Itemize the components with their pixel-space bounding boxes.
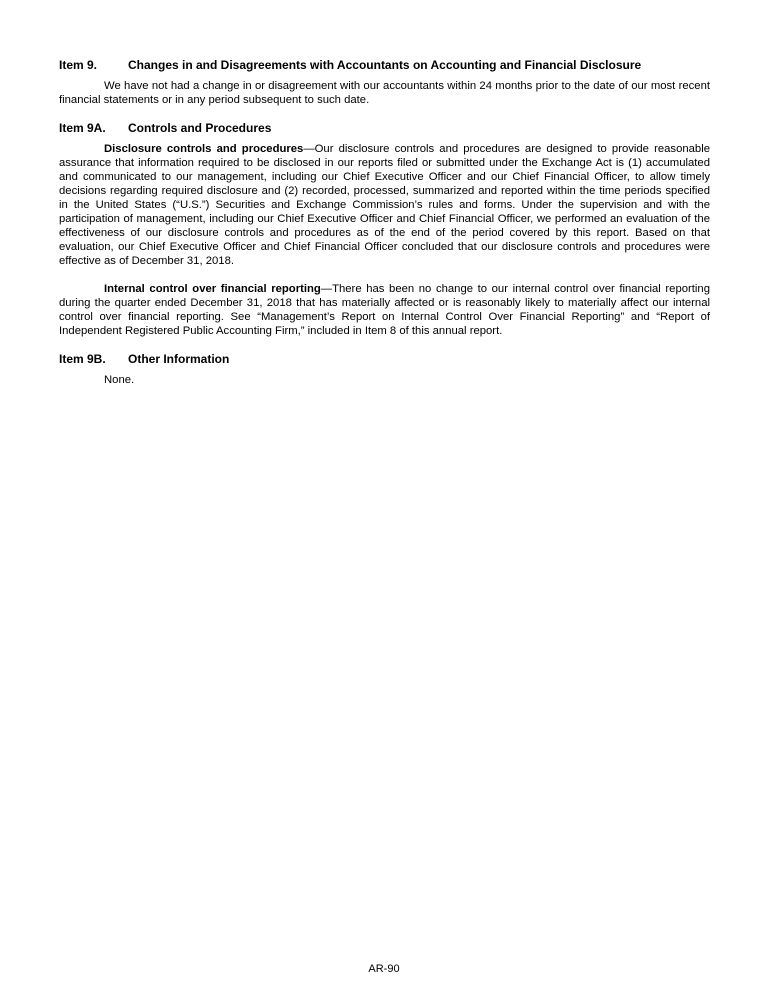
section-heading-item-9a	[59, 121, 710, 135]
paragraph-lead: Internal control over financial reporting	[104, 283, 321, 295]
section-title: Changes in and Disagreements with Accountants on Accounting and Financial Disclosure	[128, 58, 642, 72]
paragraph	[59, 282, 710, 338]
paragraph-text: None.	[104, 374, 135, 386]
item-label: Item 9B.	[59, 352, 106, 366]
item-label: Item 9.	[59, 58, 98, 72]
section-heading-item-9	[59, 58, 710, 72]
paragraph-text: —There has been no change to our internal control over financial reporting during the quarter ended December 31, 2018 that has materially affected or is reasonably likely to materially affect our internal control over financial reporting. See “Management’s Report on Internal Control Over Financial Reporting” and “Report of Independent Registered Public Accounting Firm,” included in Item 8 of this annual report.	[59, 283, 710, 337]
paragraph	[59, 142, 710, 268]
section-title: Controls and Procedures	[128, 121, 272, 135]
paragraph-lead: Disclosure controls and procedures	[104, 143, 304, 155]
page-number: AR-90	[368, 963, 400, 975]
item-label: Item 9A.	[59, 121, 106, 135]
section-title: Other Information	[128, 352, 230, 366]
document-body	[59, 58, 710, 401]
paragraph	[59, 373, 710, 387]
paragraph-text: —Our disclosure controls and procedures are designed to provide reasonable assurance that information required to be disclosed in our reports filed or submitted under the Exchange Act is (1) accumulated and communicated to our management, including our Chief Executive Officer and our Chief Financial Officer, to allow timely decisions regarding required disclosure and (2) recorded, processed, summarized and reported within the time periods specified in the United States (“U.S.”) Securities and Exchange Commission’s rules and forms. Under the supervision and with the participation of management, including our Chief Executive Officer and Chief Financial Officer, we performed an evaluation of the effectiveness of our disclosure controls and procedures as of the end of the period covered by this report. Based on that evaluation, our Chief Executive Officer and Chief Financial Officer concluded that our disclosure controls and procedures were effective as of December 31, 2018.	[59, 143, 710, 267]
paragraph-text: We have not had a change in or disagreement with our accountants within 24 months prior to the date of our most recent financial statements or in any period subsequent to such date.	[59, 80, 710, 106]
paragraph	[59, 79, 710, 107]
section-heading-item-9b	[59, 352, 710, 366]
